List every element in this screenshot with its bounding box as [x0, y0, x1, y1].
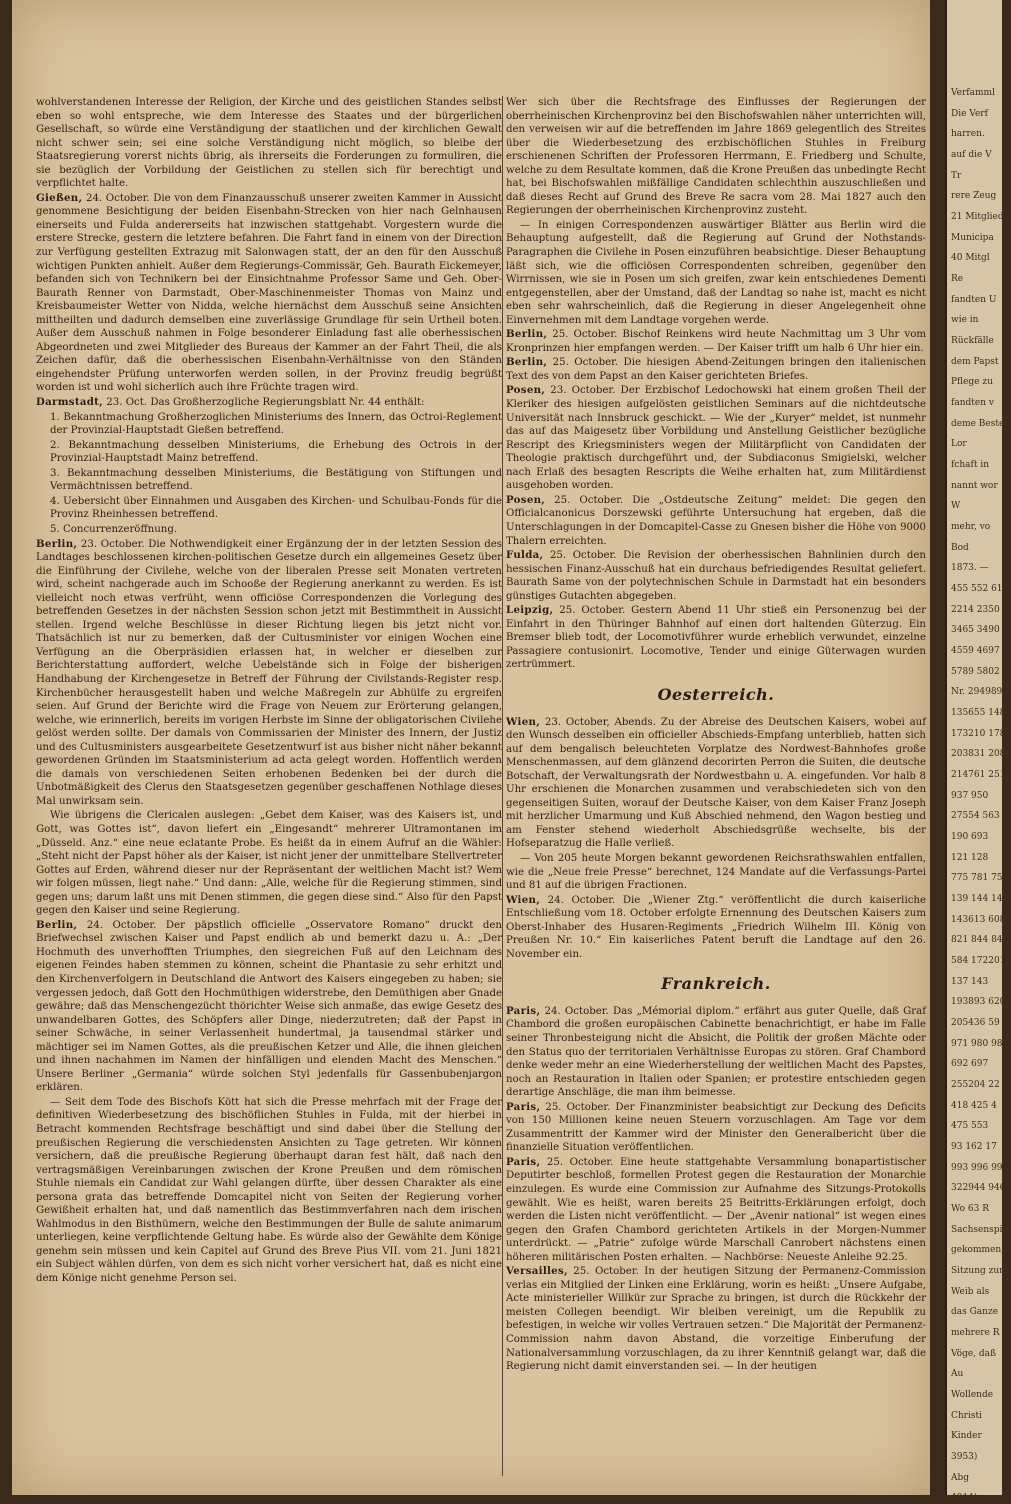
article-paragraph — [506, 1101, 926, 1155]
dateline: Wien, — [506, 893, 541, 906]
adjacent-page-fragment: Sachsenspiel — [951, 1224, 1011, 1235]
paragraph-text: 23. October, Abends. Zu der Abreise des Deutschen Kaisers, wobei auf den Wunsch desselben ein officieller Abschieds-Empfang unterblieb, hatten sich auf dem bengalisch beleuchteten Vorplatze des Nordwest-Bahnhofes große Menschenmassen, auf dem glänzend decorirten Perron die Suiten, die deutsche Botschaft, der Verwaltungsrath der Nordwestbahn u. A. eingefunden. Vor halb 8 Uhr erschienen die Monarchen zusammen und verabschiedeten sich von den gegenseitigen Suiten, worauf der Deutsche Kaiser, von dem Kaiser Franz Joseph mit herzlicher Umarmung und Kuß Abschied nehmend, den Wagon bestieg und am Fenster stehend wiederholt Abschiedsgrüße wechselte, bis der Hofseparatzug die Halle verließ. — [506, 716, 926, 850]
article-paragraph — [506, 96, 926, 218]
adjacent-page-fragment: 205436 59 — [951, 1017, 1000, 1028]
article-paragraph — [36, 96, 502, 191]
right-column — [506, 96, 926, 1476]
paragraph-text: 25. October. Gestern Abend 11 Uhr stieß ein Personenzug bei der Einfahrt in den Thüringer Bahnhof auf einen dort haltenden Güterzug. Ein Bremser blieb todt, der Locomotivführer wurde erheblich verwundet, einzelne Passagiere contusionirt. Locomotive, Tender und einige Güterwagen wurden zertrümmert. — [506, 605, 926, 671]
adjacent-page-fragment: fchaft in — [951, 459, 990, 470]
adjacent-page-fragment: Die Verf — [951, 108, 988, 119]
paragraph-text: Wie übrigens die Clericalen auslegen: „Gebet dem Kaiser, was des Kaisers ist, und Gott, was Gottes ist“, davon liefert ein „Eingesandt“ mehrerer Ultramontanen im „Düsseld. Anz.“ eine neue eclatante Probe. Es heißt da in einem Aufruf an die Wähler: „Steht nicht der Papst höher als der Kaiser, ist nicht jener der unmittelbare Stellvertreter Gottes auf Erden, während dieser nur der Repräsentant der weltlichen Macht ist? Wem wir folgen müssen, liegt nahe.“ Und dann: „Alle, welche für die Regierung stimmen, sind gegen uns; darum laßt uns mit Denen stimmen, die gegen diese sind.“ Also für den Papst gegen den Kaiser und seine Regierung. — [36, 810, 502, 917]
paragraph-text: wohlverstandenen Interesse der Religion, der Kirche und des geistlichen Standes selbst eben so wohl entspreche, wie dem Interesse des Staates und der bürgerlichen Gesellschaft, so würde eine Verständigung der staatlichen und der kirchlichen Gewalt nicht schwer sein; sei eine solche Verständigung nicht möglich, so bleibe der Staatsregierung vorerst nichts übrig, als ihrerseits die Forderungen zu formuliren, die sie bezüglich der Vorbildung der Geistlichen zu stellen sich für berechtigt und verpflichtet halte. — [36, 97, 502, 190]
adjacent-page-fragment: mehr, vo — [951, 521, 991, 532]
adjacent-page-fragment: dem Papst — [951, 356, 999, 367]
newspaper-page — [12, 0, 930, 1495]
paragraph-text: 3. Bekanntmachung desselben Ministeriums, die Bestätigung von Stiftungen und Vermächtnissen betreffend. — [50, 467, 502, 493]
dateline: Paris, — [506, 1155, 541, 1168]
column-divider — [502, 96, 503, 1476]
adjacent-page-fragment: Municipa — [951, 232, 994, 243]
adjacent-page-fragment: 135655 1486 — [951, 707, 1011, 718]
dateline: Berlin, — [506, 356, 548, 369]
adjacent-page-fragment: 214761 251 — [951, 769, 1006, 780]
paragraph-text: 25. October. Die „Ostdeutsche Zeitung“ meldet: Die gegen den Officialcanonicus Dorszewski geführte Untersuchung hat ergeben, daß die Unterschlagungen in der Domcapitel-Casse zu Gnesen bisher die Höhe von 9000 Thalern erreichten. — [506, 494, 926, 547]
adjacent-page-fragment: Verfamml — [951, 88, 995, 98]
dateline: Fulda, — [506, 549, 544, 562]
adjacent-page-fragment: 3953) — [951, 1451, 978, 1462]
adjacent-page-fragment: 775 781 75 — [951, 873, 1003, 884]
adjacent-page-fragment: Weib als — [951, 1286, 990, 1297]
article-paragraph — [506, 549, 926, 603]
adjacent-page-fragment: 255204 22 — [951, 1079, 1000, 1090]
list-item — [50, 523, 502, 537]
paragraph-text: 25. October. Eine heute stattgehabte Versammlung bonapartistischer Deputirter beschloß, formellen Protest gegen die Restauration der Monarchie einzulegen. Es wurde eine Commission zur Aufnahme des Sitzungs-Protokolls gewählt. Wie es heißt, waren bereits 25 Beitritts-Erklärungen erfolgt, doch werden die Listen nicht veröffentlicht. — Der „Avenir national“ ist wegen eines gegen den Grafen Chambord gerichteten Artikels in der Morgen-Nummer unterdrückt. — „Patrie“ zufolge würde Marschall Canrobert nächstens einen höheren militärischen Posten erhalten. — Nachbörse: Neueste Anleihe 92.25. — [506, 1156, 926, 1263]
adjacent-page-fragment: 40 Mitgl — [951, 253, 990, 264]
paragraph-text: — In einigen Correspondenzen auswärtiger Blätter aus Berlin wird die Behauptung aufgestellt, daß die Regierung auf Grund der Nothstands-Paragraphen die Civilehe in Posen einzuführen beabsichtige. Dieser Behauptung läßt sich, wie die officiösen Correspondenten schreiben, gegenüber den Wirrnissen, wie sie in Posen um sich greifen, zwar kein entschiedenes Dementi entgegenstellen, aber der Umstand, daß der Landtag so nahe ist, macht es nicht eben sehr wahrscheinlich, daß die Regierung in dieser Angelegenheit ohne Einvernehmen mit dem Landtage vorgehen werde. — [506, 219, 926, 326]
adjacent-page-fragment: Bod — [951, 542, 969, 553]
paragraph-text: — Von 205 heute Morgen bekannt gewordenen Reichsrathswahlen entfallen, wie die „Neue freie Presse“ berechnet, 124 Mandate auf die Verfassungs-Partei und 81 auf die übrigen Fractionen. — [506, 852, 926, 892]
paragraph-text: — Seit dem Tode des Bischofs Kött hat sich die Presse mehrfach mit der Frage der definitiven Wiederbesetzung des bischöflichen Stuhles in Fulda, mit der hierbei in Betracht kommenden Rechtsfrage beschäftigt und sind dabei über die Stellung der preußischen Regierung die verschiedensten Ansichten zu Tage getreten. Wir können versichern, daß die preußische Regierung überhaupt daran fest hält, daß nach den vertragsmäßigen Vereinbarungen zwischen der Krone Preußen und dem römischen Stuhle niemals ein Candidat zur Wahl gelangen dürfte, über dessen Charakter als eine persona grata das betreffende Domcapitel nicht von Seiten der Regierung vorher Gewißheit erhalten hat, und daß namentlich das Bestimmverfahren nach dem irischen Wahlmodus in den Bisthümern, welche den Bestimmungen der Bulle de salute animarum unterliegen, keine verpflichtende Geltung habe. Es würde also der Gewählte dem Könige genehm sein müssen und kein Capitel auf Grund des Breve Pius VII. vom 21. Juni 1821 ein Subject wählen dürfen, von dem es sich nicht vorher versichert hat, daß es nicht eine dem Könige nicht genehme Person sei. — [36, 1096, 502, 1285]
adjacent-page-fragment: 93 162 17 — [951, 1141, 997, 1152]
adjacent-page-fragment: 21 Mitglied — [951, 211, 1004, 222]
adjacent-page-fragment: fandten U — [951, 294, 997, 305]
dateline: Wien, — [506, 715, 541, 728]
adjacent-page-fragment: 821 844 845 — [951, 935, 1009, 946]
dateline: Posen, — [506, 384, 546, 397]
paragraph-text: 2. Bekanntmachung desselben Ministeriums, die Erhebung des Octrois in der Provinzial-Hauptstadt Mainz betreffend. — [50, 439, 502, 465]
adjacent-page-fragment: 3465 3490 — [951, 625, 1000, 636]
adjacent-page-fragment: fandten v — [951, 397, 994, 408]
dateline: Paris, — [506, 1004, 541, 1017]
section-heading: Oesterreich. — [657, 684, 775, 704]
list-item — [50, 439, 502, 466]
article-paragraph — [506, 894, 926, 962]
adjacent-page-fragment: 137 143 — [951, 976, 989, 987]
adjacent-page-fragment: 418 425 4 — [951, 1100, 997, 1111]
adjacent-page-fragment: Vöge, daß — [951, 1348, 997, 1359]
adjacent-page-fragment: Sitzung zum — [951, 1265, 1008, 1276]
dateline: Berlin, — [506, 328, 548, 341]
adjacent-page-fragment: mehrere R — [951, 1327, 1000, 1338]
paragraph-text: Wer sich über die Rechtsfrage des Einflusses der Regierungen der oberrheinischen Kirchenprovinz bei den Bischofswahlen näher unterrichten will, den verweisen wir auf die betreffenden im Jahre 1869 gelegentlich des Streites über die Wiederbesetzung des erzbischöflichen Stuhles in Freiburg erschienenen Schriften der Professoren Herrmann, E. Friedberg und Schulte, welche zu dem Resultate kommen, daß die Krone Preußen das unbedingte Recht hat, bei Bischofswahlen mißfällige Candidaten schlechthin auszuschließen und daß dieses Recht auf Grund des Breve Re sacra vom 28. Mai 1827 auch den Regierungen der oberrheinischen Kirchenprovinz zusteht. — [506, 97, 926, 217]
paragraph-text: 24. October. Die von dem Finanzausschuß unserer zweiten Kammer in Aussicht genommene Besichtigung der beiden Eisenbahn-Strecken von hier nach Gelnhausen einerseits und Fulda andererseits hat inzwischen stattgehabt. Vorgestern wurde die erstere Strecke, gestern die letztere befahren. Die Fahrt fand in einem von der Direction zur Verfügung gestellten Extrazug mit Salonwagen statt, der an den für den Ausschuß wichtigen Punkten anhielt. Außer dem Regierungs-Commissär, Geh. Baurath Eickemeyer, befanden sich von Technikern bei der Einsichtnahme Professor Same und Geh. Ober-Baurath Renner von Darmstadt, Ober-Maschinenmeister Thomas von Mainz und Kreisbaumeister Wetter von Nidda, welche hiernächst dem Ausschuß seine Ansichten mittheilten und dadurch demselben eine zuverlässige Grundlage für sein Urtheil boten. Außer dem Ausschuß nahmen in Folge besonderer Einladung fast alle oberhessischen Abgeordneten und zwei Mitglieder des Bureaus der Kammer an der Fahrt Theil, die als Zeichen dafür, daß die oberhessischen Eisenbahn-Verhältnisse von den Ständen eingehendster Prüfung unterworfen werden sollen, in der Provinz freudig begrüßt worden ist und wohl sicherlich auch ihre Früchte tragen wird. — [36, 192, 502, 394]
adjacent-page-fragment: 143613 608 — [951, 914, 1006, 925]
adjacent-page-fragment: Kinder — [951, 1431, 982, 1442]
paragraph-text: 5. Concurrenzeröffnung. — [50, 523, 178, 535]
article-paragraph — [36, 1096, 502, 1286]
adjacent-page-fragment: wie in — [951, 315, 979, 326]
adjacent-page-fragment: W — [951, 501, 961, 512]
paragraph-text: 25. October. In der heutigen Sitzung der Permanenz-Commission verlas ein Mitglied der Linken eine Erklärung, worin es heißt: „Unsere Aufgabe, Acte ministerieller Willkür zur Sprache zu bringen, ist durch die Rückkehr der meisten Collegen beendigt. Wir bleiben vereinigt, um die Republik zu befestigen, in welche wir volles Vertrauen setzen.“ Die Majorität der Permanenz-Commission nahm davon Abstand, die vorzeitige Einberufung der Nationalversammlung vorzuschlagen, da zu ihrer Kenntniß gelangt war, daß die Regierung nicht damit einverstanden sei. — In der heutigen — [506, 1266, 926, 1373]
adjacent-page-fragment: 2214 2350 — [951, 604, 1000, 615]
adjacent-page-fragment: deme Beste — [951, 418, 1005, 429]
section-heading: Frankreich. — [661, 974, 771, 994]
paragraph-text: 25. October. Der Finanzminister beabsichtigt zur Deckung des Deficits von 150 Millionen keine neuen Steuern vorzuschlagen. Am Tage vor dem Zusammentritt der Kammer wird der Minister den Generalbericht über die finanzielle Situation veröffentlichen. — [506, 1101, 926, 1154]
list-item — [50, 411, 502, 438]
article-paragraph — [36, 538, 502, 809]
adjacent-page-fragment: 1873. — — [951, 563, 989, 574]
adjacent-page-fragment: auf die V — [951, 149, 992, 160]
article-paragraph — [506, 716, 926, 851]
article-paragraph — [36, 396, 502, 410]
adjacent-page-fragment: 27554 563 — [951, 811, 1000, 822]
paragraph-text: 24. October. Das „Mémorial diplom.“ erfährt aus guter Quelle, daß Graf Chambord die großen europäischen Cabinette benachrichtigt, er habe im Falle seiner Thronbesteigung nicht die Absicht, die Politik der großen Mächte oder den Status quo der territorialen Verhältnisse Europas zu stören. Graf Chambord denke weder mehr an eine Wiederherstellung der weltlichen Macht des Papstes, noch an Restauration in Italien oder Spanien; er protestire entschieden gegen derartige Anschläge, die man ihm beimesse. — [506, 1005, 926, 1099]
dateline: Berlin, — [36, 918, 78, 931]
adjacent-page-fragment: 173210 1783 — [951, 728, 1011, 739]
article-paragraph — [36, 919, 502, 1095]
adjacent-page-fragment: 5789 5802 — [951, 666, 1000, 677]
adjacent-page-fragment: 121 128 — [951, 852, 989, 863]
adjacent-page-fragment: das Ganze — [951, 1307, 999, 1318]
adjacent-page-edge — [945, 0, 1011, 1504]
adjacent-page-fragment: Nr. 294989 — [951, 687, 1003, 698]
paragraph-text: 25. October. Die hiesigen Abend-Zeitungen bringen den italienischen Text des von dem Papst an den Kaiser gerichteten Briefes. — [506, 357, 926, 382]
article-paragraph — [506, 384, 926, 492]
dateline: Versailles, — [506, 1265, 568, 1278]
article-paragraph — [506, 1005, 926, 1100]
article-paragraph — [506, 494, 926, 548]
paragraph-text: 24. October. Die „Wiener Ztg.“ veröffentlicht die durch kaiserliche Entschließung vom 18. October erfolgte Ernennung des Deutschen Kaisers zum Oberst-Inhaber des Husaren-Regiments „Friedrich Wilhelm III. König von Preußen Nr. 10.“ Ein kaiserliches Patent beruft die Landtage auf den 26. November ein. — [506, 894, 926, 960]
paragraph-text: 23. October. Der Erzbischof Ledochowski hat einem großen Theil der Kleriker des hiesigen aufgelösten geistlichen Seminars auf die nichtdeutsche Universität nach Innsbruck geschickt. — Wie der „Kuryer“ meldet, ist nunmehr das auf das Maigesetz über Vorbildung und Anstellung Geistlicher bezügliche Rescript des Kriegsministers wegen der Militärpflicht von Candidaten der Theologie praktisch durchgeführt und, der Subdiaconus Smigielski, welcher nach Erlaß des besagten Rescripts die Weihe erhalten hat, zum Militärdienst ausgehoben worden. — [506, 385, 926, 492]
adjacent-page-fragment: 475 553 — [951, 1121, 989, 1132]
adjacent-page-fragment: Abg — [951, 1472, 970, 1483]
adjacent-page-fragment: 193893 620 — [951, 997, 1006, 1008]
adjacent-page-fragment: Christi — [951, 1410, 982, 1421]
adjacent-page-fragment: Wollende — [951, 1389, 994, 1400]
paragraph-text: 25. October. Bischof Reinkens wird heute Nachmittag um 3 Uhr vom Kronprinzen hier empfangen werden. — Der Kaiser trifft um halb 6 Uhr hier ein. — [506, 329, 926, 354]
dateline: Darmstadt, — [36, 396, 104, 409]
adjacent-page-fragment: Rückfälle — [951, 335, 994, 346]
dateline: Paris, — [506, 1100, 541, 1113]
adjacent-page-fragment: harren. — [951, 129, 985, 140]
paragraph-text: 24. October. Der päpstlich officielle „Osservatore Romano“ druckt den Briefwechsel zwischen Kaiser und Papst endlich ab und bemerkt dazu u. A.: „Der Hochmuth des unverhofften Triumphes, den siegreichen Fuß auf den Leichnam des eigenen Feindes haben stemmen zu können, scheint die Phantasie zu sehr erhitzt und den Kirchenverfolgern in Deutschland die Antwort des Kaisers eingegeben zu haben; sie vergessen jedoch, daß Gott den Hochmüthigen widerstrebe, den Demüthigen aber Gnade gewähre; daß das Menschengezücht thörichter Weise sich anmaße, das ewige Gesetz des unwandelbaren Gottes, des Schöpfers aller Dinge, niederzutreten; daß der Papst in seiner Schwäche, in seiner Verlassenheit hundertmal, ja tausendmal stärker und mächtiger sei im Namen Gottes, als die preußischen Ketzer und Alle, die ihnen gleichen und ihnen nachahmen im Namen der hinfälligen und elenden Macht des Menschen.“ Unsere Berliner „Germania“ würde solchen Styl jedenfalls für Gassenbubenjargon erklären. — [36, 919, 502, 1094]
adjacent-page-fragment: 4914) — [951, 1493, 978, 1504]
adjacent-page-fragment: gekommen, — [951, 1245, 1005, 1256]
adjacent-page-fragment: 190 693 — [951, 831, 989, 842]
article-paragraph — [506, 604, 926, 672]
left-column — [36, 96, 502, 1476]
adjacent-page-fragment: Lor — [951, 439, 967, 450]
adjacent-page-fragment: 203831 2086 — [951, 749, 1011, 760]
paragraph-text: 23. October. Die Nothwendigkeit einer Ergänzung der in der letzten Session des Landtages beschlossenen kirchen-politischen Gesetze durch ein allgemeines Gesetz über die Einführung der Civilehe, welche von der liberalen Presse seit Monaten vertreten wird, scheint nachgerade auch im Schooße der Regierung anerkannt zu werden. Es ist vielleicht noch etwas verfrüht, wenn officiöse Correspondenzen die Vorlegung des betreffenden Gesetzes in der nächsten Session schon jetzt mit Bestimmtheit in Aussicht stellen. Irgend welche Beschlüsse in dieser Richtung liegen bis jetzt nicht vor. Thatsächlich ist nur zu bemerken, daß der Cultusminister vor einigen Wochen eine Verfügung an die Oberpräsidien erlassen hat, in welcher er dieselben zur Berichterstattung auffordert, welche Uebelstände sich in Folge der bisherigen Handhabung der Kirchengesetze in Betreff der Führung der Civilstands-Register resp. Kirchenbücher herausgestellt haben und welche Maßregeln zur Abhülfe zu ergreifen seien. Auf Grund der Berichte wird die Frage von Neuem zur Erörterung gelangen, welche, wie erinnerlich, bereits im vorigen Herbste im Sinne der obligatorischen Civilehe gelöst werden sollte. Der damals von Commissarien der Minister des Innern, der Justiz und des Cultusministers ausgearbeitete Gesetzentwurf ist aus bisher nicht näher bekannt gewordenen Gründen im Staatsministerium ad acta gelegt worden. Hoffentlich werden die damals von verschiedenen Seiten erhobenen Bedenken bei der durch die Unbotmäßigkeit des Clerus den Staatsgesetzen gegenüber geschaffenen Nothlage dieses Mal unwirksam sein. — [36, 538, 502, 807]
paragraph-text: 23. Oct. Das Großherzogliche Regierungsblatt Nr. 44 enthält: — [103, 397, 425, 409]
adjacent-page-fragment: rere Zeug — [951, 191, 997, 202]
article-paragraph — [506, 356, 926, 383]
article-paragraph — [36, 192, 502, 395]
article-paragraph — [506, 852, 926, 893]
article-paragraph — [36, 809, 502, 917]
adjacent-page-fragment: Pflege zu — [951, 377, 993, 388]
adjacent-page-fragment: 971 980 98 — [951, 1038, 1003, 1049]
article-paragraph — [506, 1156, 926, 1264]
adjacent-page-fragment: 692 697 — [951, 1059, 989, 1070]
adjacent-page-fragment: Au — [951, 1369, 964, 1380]
adjacent-page-fragment: 4559 4697 — [951, 645, 1000, 656]
article-paragraph — [506, 219, 926, 327]
list-item — [50, 495, 502, 522]
paragraph-text: 25. October. Die Revision der oberhessischen Bahnlinien durch den hessischen Finanz-Ausschuß hat ein durchaus befriedigendes Resultat geliefert. Baurath Same von der polytechnischen Schule in Darmstadt hat ein besonders günstiges Gutachten abgegeben. — [506, 550, 926, 602]
adjacent-page-fragment: Wo 63 R — [951, 1203, 990, 1214]
adjacent-page-fragment: 455 552 61 — [951, 583, 1003, 594]
adjacent-page-fragment: 322944 946 — [951, 1183, 1006, 1194]
dateline: Gießen, — [36, 191, 83, 204]
adjacent-page-fragment: nannt wor — [951, 480, 998, 491]
adjacent-page-fragment: 139 144 14 — [951, 893, 1003, 904]
adjacent-page-fragment: Re — [951, 273, 964, 284]
adjacent-page-fragment: Tr — [951, 170, 962, 181]
adjacent-page-fragment: 993 996 99 — [951, 1162, 1003, 1173]
list-item — [50, 467, 502, 494]
adjacent-page-fragment: 937 950 — [951, 790, 989, 801]
adjacent-page-fragment: 584 172201 — [951, 955, 1006, 966]
article-paragraph — [506, 328, 926, 355]
paragraph-text: 4. Uebersicht über Einnahmen und Ausgaben des Kirchen- und Schulbau-Fonds für die Provinz Rheinhessen betreffend. — [50, 495, 502, 521]
paragraph-text: 1. Bekanntmachung Großherzoglichen Ministeriums des Innern, das Octroi-Reglement der Provinzial-Hauptstadt Gießen betreffend. — [50, 411, 502, 437]
article-paragraph — [506, 1265, 926, 1373]
dateline: Berlin, — [36, 537, 78, 550]
dateline: Posen, — [506, 493, 546, 506]
dateline: Leipzig, — [506, 604, 554, 617]
